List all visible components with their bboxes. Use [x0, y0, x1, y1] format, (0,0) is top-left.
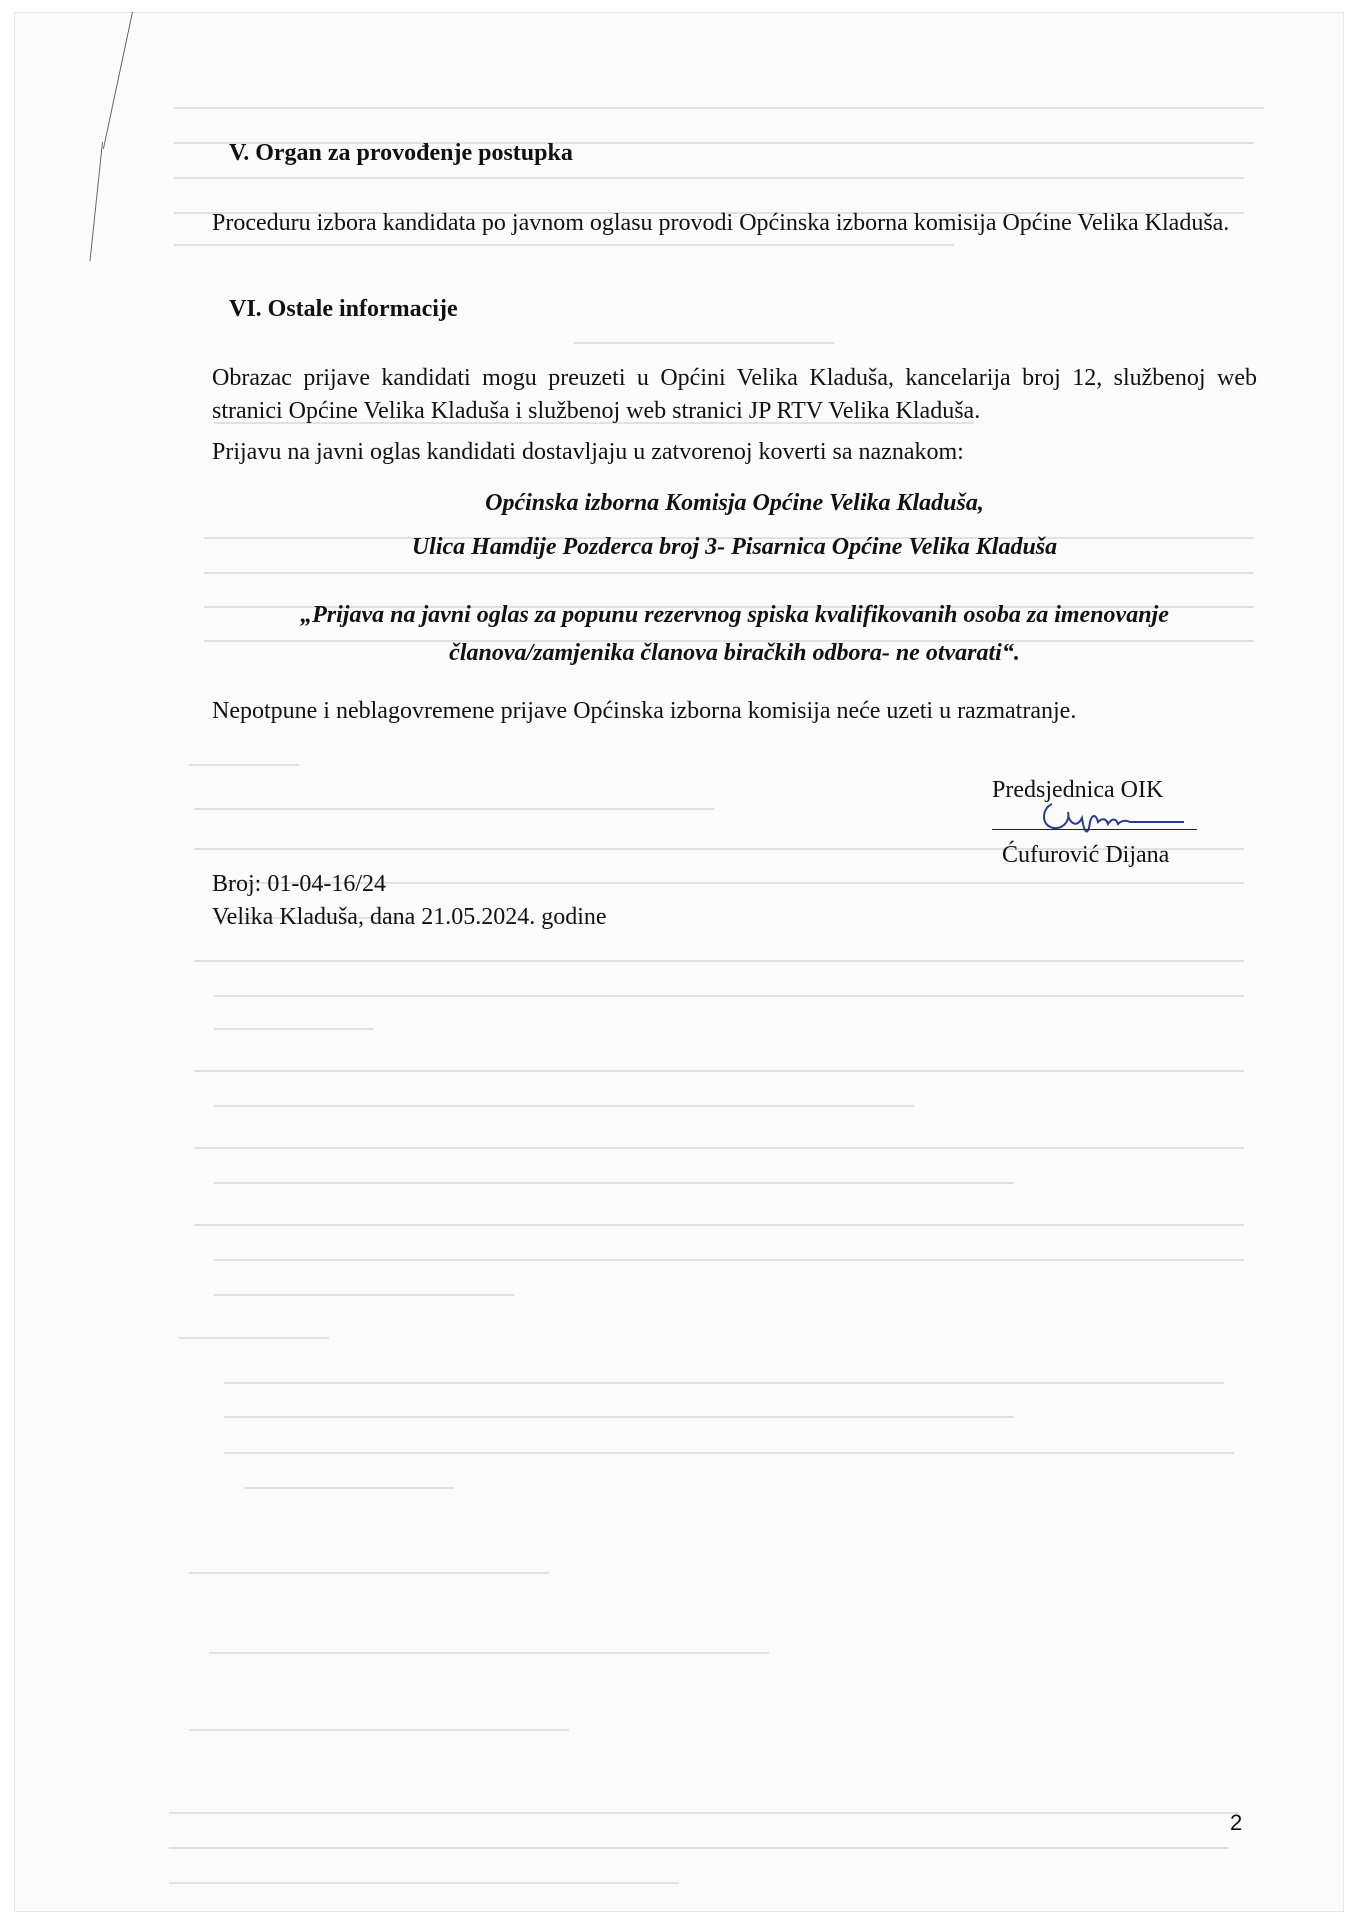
- section-v-text: Proceduru izbora kandidata po javnom oglasu provodi Općinska izborna komisija Općine Velika Kladuša.: [212, 210, 1230, 236]
- reference-number: Broj: 01-04-16/24: [212, 871, 386, 897]
- signature-line: [992, 829, 1197, 830]
- address-line-1: Općinska izborna Komisja Općine Velika Kladuša,: [485, 490, 984, 516]
- address-line-2: Ulica Hamdije Pozderca broj 3- Pisarnica Općine Velika Kladuša: [411, 534, 1058, 560]
- section-vi-text-1: Obrazac prijave kandidati mogu preuzeti u Općini Velika Kladuša, kancelarija broj 12, službenoj web stranici Općine Velika Kladuša i službenoj web stranici JP RTV Velika Kladuša.: [212, 365, 1257, 424]
- page-number: 2: [1230, 1810, 1243, 1835]
- signature-name: Ćufurović Dijana: [1002, 842, 1170, 868]
- section-vi-heading: VI. Ostale informacije: [229, 296, 458, 322]
- envelope-label-line-2: članova/zamjenika članova biračkih odbora- ne otvarati“.: [449, 640, 1020, 666]
- section-v-heading: V. Organ za provođenje postupka: [229, 140, 573, 166]
- signature-title: Predsjednica OIK: [992, 777, 1164, 803]
- section-vi-text-2: Prijavu na javni oglas kandidati dostavljaju u zatvorenoj koverti sa naznakom:: [212, 439, 964, 465]
- handwritten-signature: [1034, 792, 1204, 842]
- envelope-label-line-1: „Prijava na javni oglas za popunu rezervnog spiska kvalifikovanih osoba za imenovanje: [300, 602, 1169, 628]
- notice-text: Nepotpune i neblagovremene prijave Općinska izborna komisija neće uzeti u razmatranje.: [212, 698, 1077, 724]
- document-page: [14, 12, 1344, 1912]
- reference-place-date: Velika Kladuša, dana 21.05.2024. godine: [212, 904, 607, 930]
